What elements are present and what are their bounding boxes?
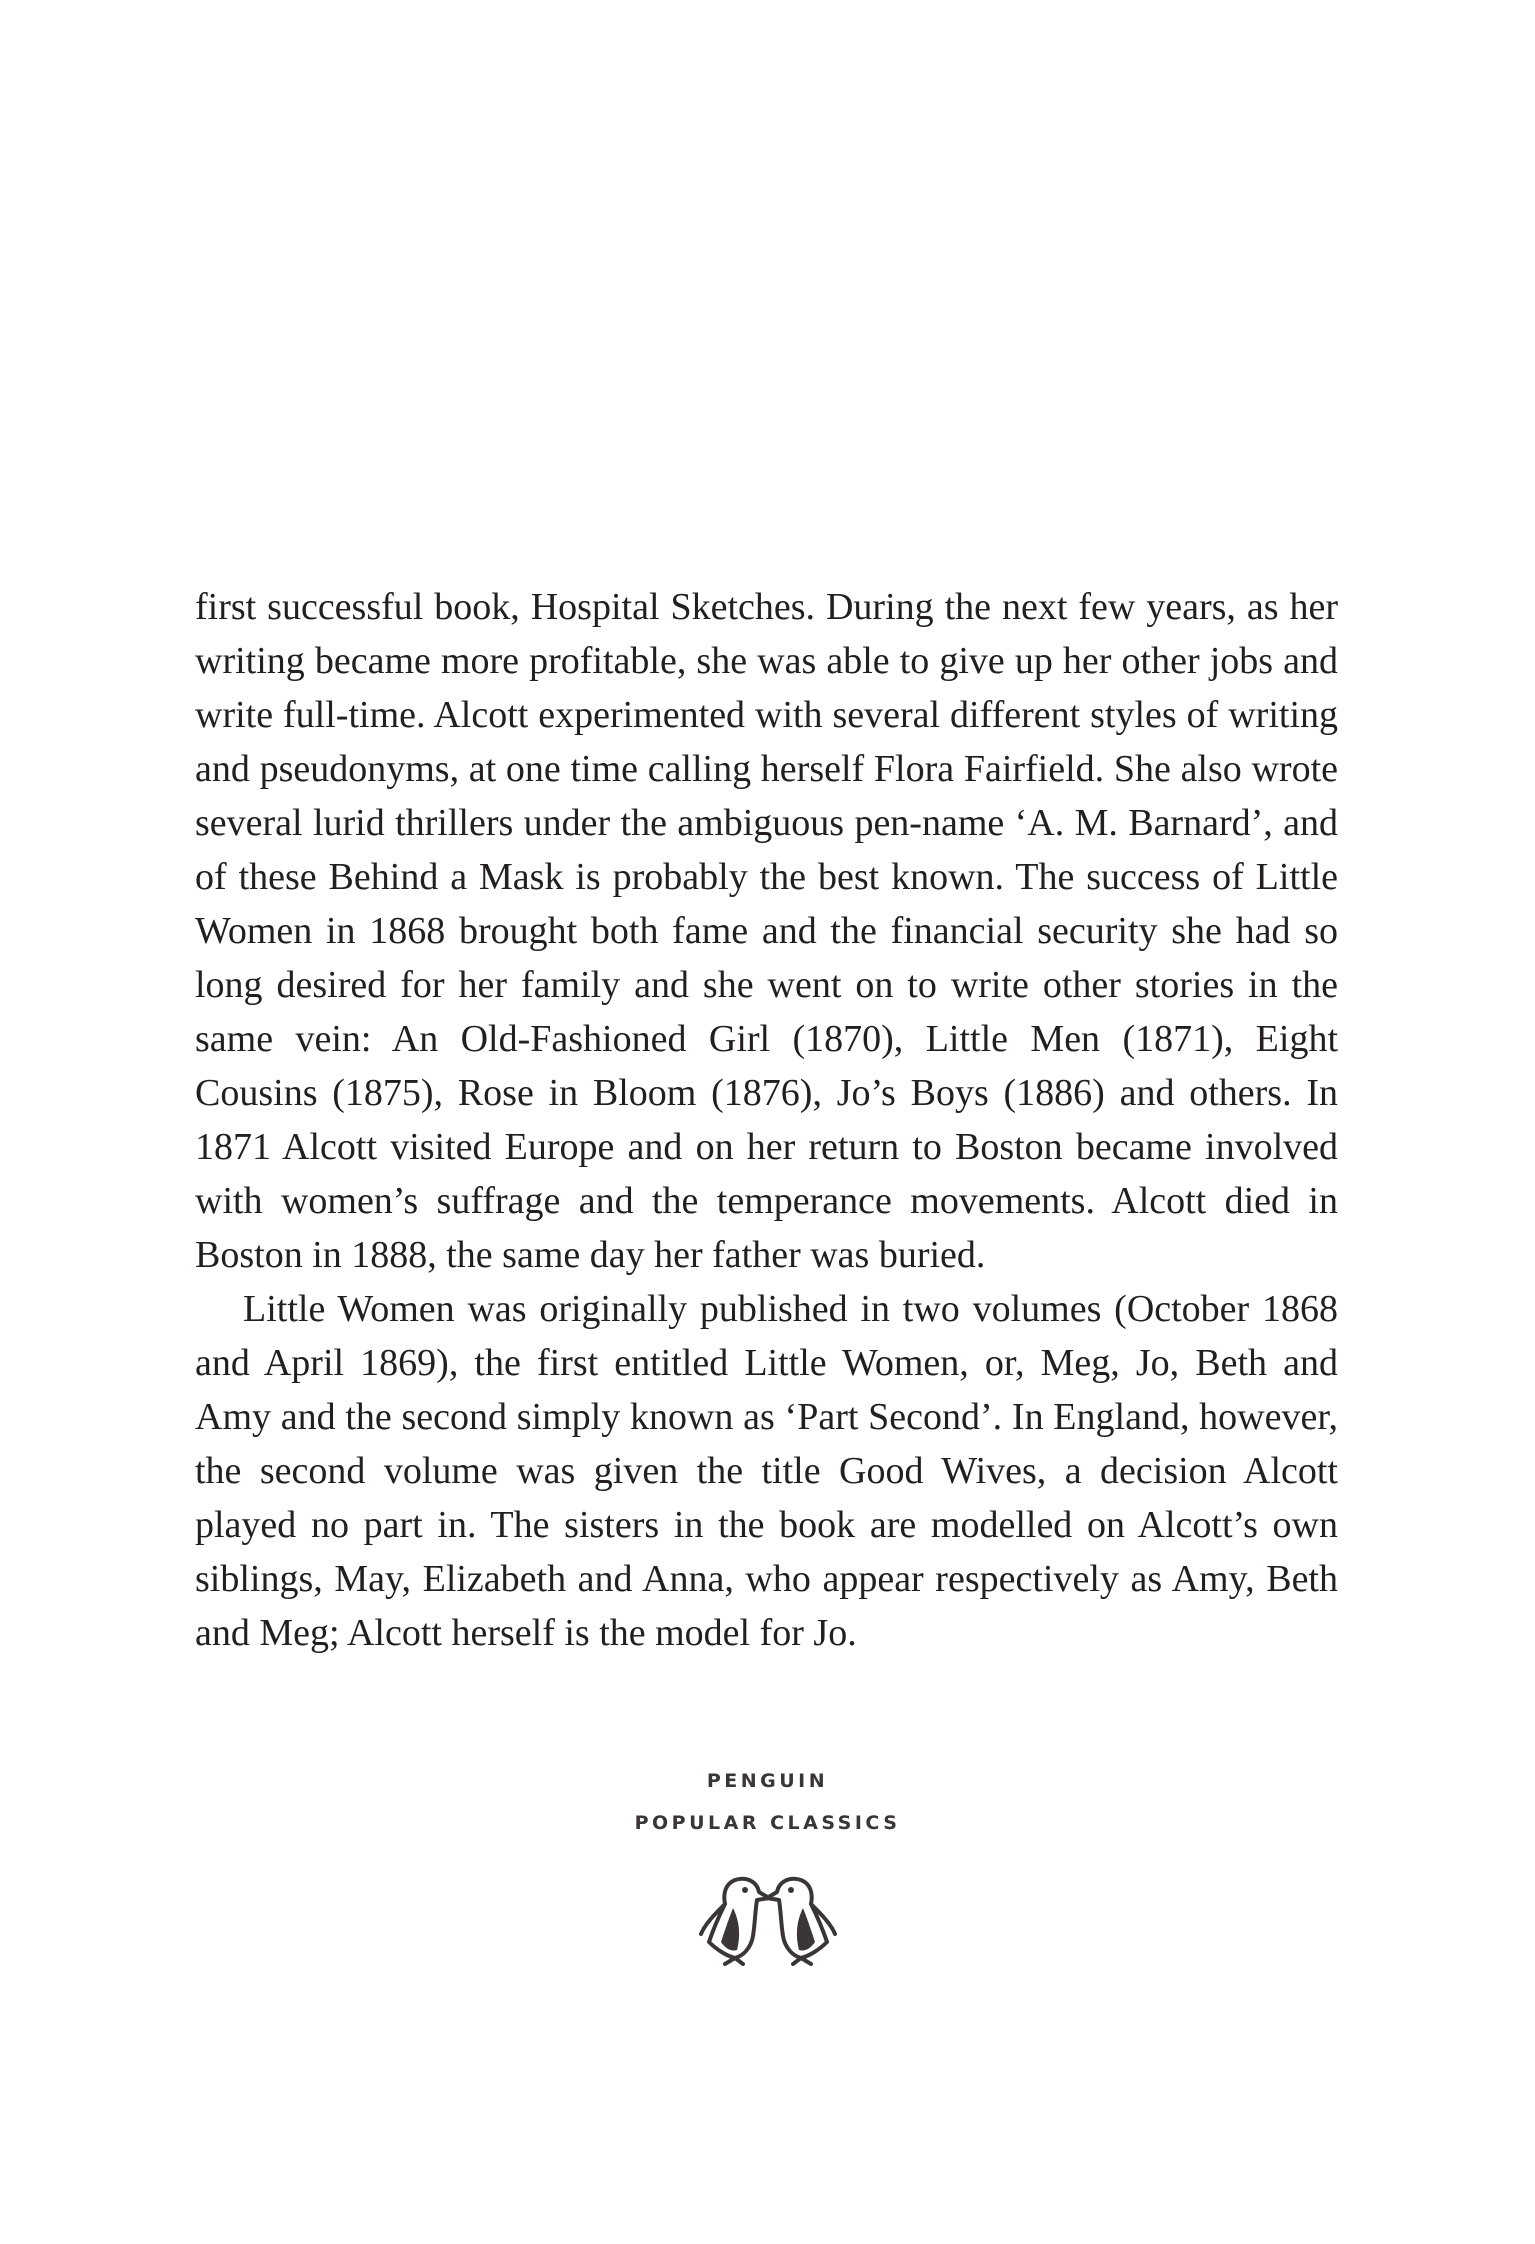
body-text — [195, 580, 1338, 1660]
imprint-publisher: PENGUIN — [706, 1770, 829, 1792]
imprint-series: POPULAR CLASSICS — [634, 1812, 901, 1834]
paragraph-1: first successful book, Hospital Sketches. During the next few years, as her writing became more profitable, she was able to give up her other jobs and write full-time. Alcott experimented with several different styles of writing and pseudonyms, at one time calling herself Flora Fairfield. She also wrote several lurid thrillers under the ambiguous pen-name ‘A. M. Barnard’, and of these Behind a Mask is probably the best known. The success of Little Women in 1868 brought both fame and the financial security she had so long desired for her family and she went on to write other stories in the same vein: An Old-Fashioned Girl (1870), Little Men (1871), Eight Cousins (1875), Rose in Bloom (1876), Jo’s Boys (1886) and others. In 1871 Alcott visited Europe and on her return to Boston became involved with women’s suffrage and the temperance movements. Alcott died in Boston in 1888, the same day her father was buried. — [195, 586, 1338, 1276]
twin-penguins-logo-icon — [695, 1868, 841, 1968]
paragraph-2: Little Women was originally published in two volumes (October 1868 and April 1869), the first entitled Little Women, or, Meg, Jo, Beth and Amy and the second simply known as ‘Part Second’. In England, however, the second volume was given the title Good Wives, a decision Alcott played no part in. The sisters in the book are modelled on Alcott’s own siblings, May, Elizabeth and Anna, who appear respectively as Amy, Beth and Meg; Alcott herself is the model for Jo. — [195, 1288, 1338, 1654]
